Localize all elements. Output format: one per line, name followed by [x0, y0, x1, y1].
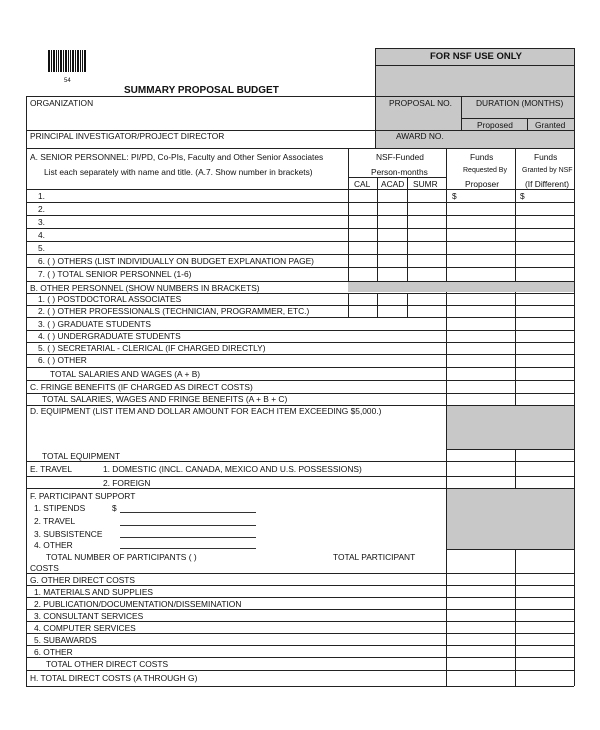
b-total: TOTAL SALARIES AND WAGES (A + B) — [50, 369, 201, 379]
e-domestic: 1. DOMESTIC (INCL. CANADA, MEXICO AND U.S. POSSESSIONS) — [103, 464, 362, 474]
f-participant-shade — [447, 489, 574, 549]
b-header-shade — [348, 282, 574, 292]
col-requested-by: Requested By — [463, 167, 507, 174]
proposal-no-label: PROPOSAL NO. — [389, 98, 452, 108]
f-total-participant: TOTAL PARTICIPANT — [333, 552, 416, 562]
nsf-funded-label: NSF-Funded — [376, 152, 424, 162]
col-if-different: (If Different) — [525, 179, 570, 189]
b-row-6: 6. ( ) OTHER — [38, 355, 87, 365]
travel-line[interactable] — [120, 525, 256, 526]
col-granted-by: Granted by NSF — [522, 167, 573, 174]
subsistence-line[interactable] — [120, 537, 256, 538]
b-row-4: 4. ( ) UNDERGRADUATE STUDENTS — [38, 331, 181, 341]
a-row-7: 7. ( ) TOTAL SENIOR PERSONNEL (1-6) — [38, 269, 192, 279]
other-line[interactable] — [120, 548, 256, 549]
a-row-6: 6. ( ) OTHERS (LIST INDIVIDUALLY ON BUDGET EXPLANATION PAGE) — [38, 256, 314, 266]
c-total: TOTAL SALARIES, WAGES AND FRINGE BENEFITS (A + B + C) — [42, 394, 288, 404]
dollar-proposer: $ — [452, 191, 457, 201]
g-row-3: 3. CONSULTANT SERVICES — [34, 611, 144, 621]
duration-proposed: Proposed — [477, 120, 513, 130]
form-title: SUMMARY PROPOSAL BUDGET — [124, 85, 279, 96]
section-e-travel: E. TRAVEL — [30, 464, 73, 474]
f-costs: COSTS — [30, 563, 59, 573]
section-c-header: C. FRINGE BENEFITS (IF CHARGED AS DIRECT COSTS) — [30, 382, 253, 392]
organization-field[interactable] — [27, 108, 374, 128]
a-row-1: 1. — [38, 191, 45, 201]
col-sumr: SUMR — [413, 179, 438, 189]
section-g-header: G. OTHER DIRECT COSTS — [30, 575, 136, 585]
f-subsistence: 3. SUBSISTENCE — [34, 529, 103, 539]
nsf-use-only: FOR NSF USE ONLY — [430, 51, 523, 62]
section-d-header: D. EQUIPMENT (LIST ITEM AND DOLLAR AMOUNT FOR EACH ITEM EXCEEDING $5,000.) — [30, 406, 382, 416]
a-row-5: 5. — [38, 243, 45, 253]
col-funds-requested: Funds — [470, 152, 494, 162]
b-row-5: 5. ( ) SECRETARIAL - CLERICAL (IF CHARGED DIRECTLY) — [38, 343, 266, 353]
col-proposer: Proposer — [465, 179, 499, 189]
b-row-2: 2. ( ) OTHER PROFESSIONALS (TECHNICIAN, PROGRAMMER, ETC.) — [38, 306, 310, 316]
f-stipends: 1. STIPENDS — [34, 503, 86, 513]
section-f-header: F. PARTICIPANT SUPPORT — [30, 491, 136, 501]
section-a-line1: A. SENIOR PERSONNEL: PI/PD, Co-PIs, Faculty and Other Senior Associates — [30, 152, 324, 162]
equipment-list-field[interactable] — [30, 418, 440, 450]
section-b-header: B. OTHER PERSONNEL (SHOW NUMBERS IN BRACKETS) — [30, 283, 260, 293]
f-stipends-dollar: $ — [112, 503, 117, 513]
award-no-label: AWARD NO. — [396, 131, 444, 141]
stipends-line[interactable] — [120, 512, 256, 513]
duration-label: DURATION (MONTHS) — [476, 98, 564, 108]
a-row-2: 2. — [38, 204, 45, 214]
d-total: TOTAL EQUIPMENT — [42, 451, 121, 461]
f-other: 4. OTHER — [34, 540, 73, 550]
b-row-1: 1. ( ) POSTDOCTORAL ASSOCIATES — [38, 294, 182, 304]
a-row-3: 3. — [38, 217, 45, 227]
e-foreign: 2. FOREIGN — [103, 478, 151, 488]
pi-field[interactable] — [27, 140, 374, 148]
col-cal: CAL — [354, 179, 371, 189]
organization-label: ORGANIZATION — [30, 98, 94, 108]
col-acad: ACAD — [381, 179, 405, 189]
b-row-3: 3. ( ) GRADUATE STUDENTS — [38, 319, 151, 329]
g-row-1: 1. MATERIALS AND SUPPLIES — [34, 587, 153, 597]
f-total-number: TOTAL NUMBER OF PARTICIPANTS ( ) — [46, 552, 197, 562]
section-h-label: H. TOTAL DIRECT COSTS (A THROUGH G) — [30, 673, 198, 683]
g-row-4: 4. COMPUTER SERVICES — [34, 623, 136, 633]
duration-granted: Granted — [535, 120, 566, 130]
col-funds-granted: Funds — [534, 152, 558, 162]
g-row-5: 5. SUBAWARDS — [34, 635, 97, 645]
person-months-label: Person-months — [371, 167, 428, 177]
d-equipment-shade — [447, 406, 574, 449]
pi-label: PRINCIPAL INVESTIGATOR/PROJECT DIRECTOR — [30, 131, 225, 141]
g-row-6: 6. OTHER — [34, 647, 73, 657]
barcode-image — [48, 50, 90, 78]
section-a-line2: List each separately with name and title. (A.7. Show number in brackets) — [44, 167, 313, 177]
barcode-number: 54 — [64, 78, 71, 84]
a-row-4: 4. — [38, 230, 45, 240]
dollar-granted: $ — [520, 191, 525, 201]
g-total: TOTAL OTHER DIRECT COSTS — [46, 659, 169, 669]
f-travel: 2. TRAVEL — [34, 516, 76, 526]
g-row-2: 2. PUBLICATION/DOCUMENTATION/DISSEMINATION — [34, 599, 242, 609]
